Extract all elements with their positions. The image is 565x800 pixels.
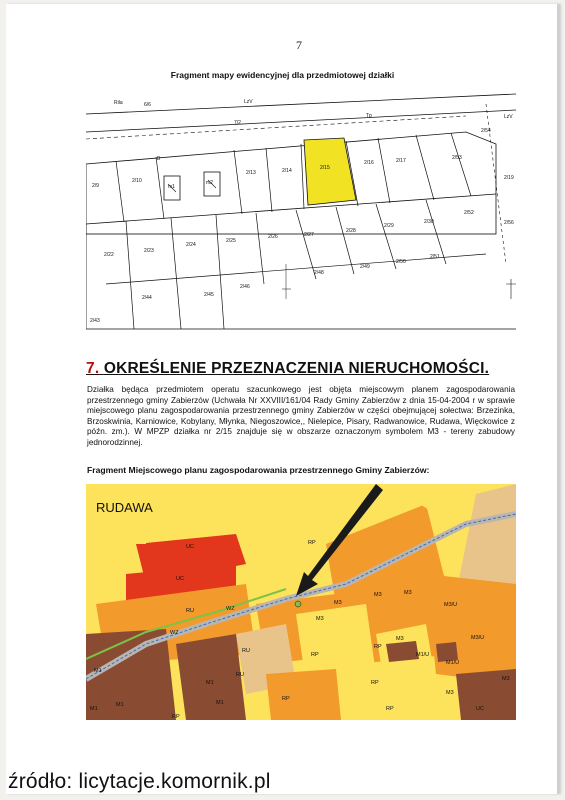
map1-label: 2/43 bbox=[90, 318, 100, 324]
map1-label: 2/51 bbox=[430, 254, 440, 260]
map1-label: 2/28 bbox=[346, 228, 356, 234]
map1-label: 2/25 bbox=[226, 238, 236, 244]
zone-label: M3 bbox=[396, 636, 404, 642]
source-caption: źródło: licytacje.komornik.pl bbox=[8, 770, 271, 793]
map1-label: 2/30 bbox=[424, 219, 434, 225]
zone-label: RP bbox=[371, 680, 379, 686]
zone-label: RP bbox=[386, 706, 394, 712]
section-title: OKREŚLENIE PRZEZNACZENIA NIERUCHOMOŚCI. bbox=[103, 360, 490, 377]
map1-label: 2/17 bbox=[396, 158, 406, 164]
section-heading bbox=[86, 360, 489, 378]
town-label: RUDAWA bbox=[96, 500, 153, 515]
map1-label: 6/6 bbox=[144, 102, 151, 108]
zone-label: RP bbox=[374, 644, 382, 650]
zone-label: M1 bbox=[216, 700, 224, 706]
zone-label: M1 bbox=[116, 702, 124, 708]
zoning-map bbox=[86, 484, 516, 720]
map1-label: 2/23 bbox=[144, 248, 154, 254]
zone-label: UC bbox=[476, 706, 484, 712]
zone-label: M3 bbox=[374, 592, 382, 598]
zone-label: M1 bbox=[206, 680, 214, 686]
map1-label: LzV bbox=[504, 114, 513, 120]
zone-label: M3 bbox=[446, 690, 454, 696]
zone-label: M3/U bbox=[471, 635, 485, 641]
map1-label: LzV bbox=[244, 99, 253, 105]
zone-label: M1/U bbox=[446, 660, 460, 666]
zone-label: RU bbox=[236, 672, 244, 678]
zone-label: UC bbox=[186, 544, 194, 550]
section-number: 7. bbox=[86, 360, 100, 377]
zone-label: M3/U bbox=[444, 602, 458, 608]
map1-label: 2/53 bbox=[452, 155, 462, 161]
zoning-map-caption: Fragment Miejscowego planu zagospodarowania przestrzennego Gminy Zabierzów: bbox=[87, 465, 430, 475]
map1-label: 2/22 bbox=[104, 252, 114, 258]
zone-label: RU bbox=[186, 608, 194, 614]
zone-label: RP bbox=[311, 652, 319, 658]
zone-label: M3 bbox=[316, 616, 324, 622]
section-paragraph: Działka będąca przedmiotem operatu szacunkowego jest objęta miejscowym planem zagospodarowania przestrzennego gminy Zabierzów (Uchwała Nr XXVIII/161/04 Rady Gminy Zabierzów z dnia 15-04-2004 r w sprawie miejscowego planu zagospodarowania przestrzennego gminy Zabierzów w części obejmującej sołectwa: Brzezinka, Brzoskwinia, Karniowice, Kobylany, Młynka, Niegoszowice,, Nielepice, Pisary, Radwanowice, Rudawa, Więckowice z późn. zm.). W MPZP działka nr 2/15 znajduje się w obszarze oznaczonym symbolem M3 - tereny zabudowy jednorodzinnej. bbox=[87, 385, 515, 447]
map1-label: Rila bbox=[114, 100, 123, 106]
map1-label: 2/16 bbox=[364, 160, 374, 166]
map1-label: 2/27 bbox=[304, 232, 314, 238]
cadastral-map-caption: Fragment mapy ewidencyjnej dla przedmiotowej działki bbox=[170, 70, 395, 80]
zone-label: M3 bbox=[334, 600, 342, 606]
map1-label: 2/10 bbox=[132, 178, 142, 184]
zone-label: RP bbox=[308, 540, 316, 546]
map1-label: m2 bbox=[206, 180, 213, 186]
map1-label: 2/15 bbox=[320, 165, 330, 171]
zone-label: M1 bbox=[90, 706, 98, 712]
map1-label: 2/52 bbox=[464, 210, 474, 216]
map1-label: m1 bbox=[168, 184, 175, 190]
map1-label: 2/26 bbox=[268, 234, 278, 240]
map1-label: 2/14 bbox=[282, 168, 292, 174]
zone-label: M3 bbox=[502, 676, 510, 682]
map1-label: Tp bbox=[366, 113, 372, 119]
cadastral-map bbox=[86, 84, 516, 334]
map1-label: 2/54 bbox=[481, 128, 491, 134]
map1-label: 2/50 bbox=[396, 259, 406, 265]
zone-label: M1/U bbox=[416, 652, 430, 658]
map1-label: 2/45 bbox=[204, 292, 214, 298]
map1-label: 2/56 bbox=[504, 220, 514, 226]
map1-label: 2/13 bbox=[246, 170, 256, 176]
zone-label: M3 bbox=[404, 590, 412, 596]
map1-label: 2/46 bbox=[240, 284, 250, 290]
map1-label: 2/48 bbox=[314, 270, 324, 276]
zone-label: M1 bbox=[94, 668, 102, 674]
zone-label: RU bbox=[242, 648, 250, 654]
zone-label: WZ bbox=[170, 630, 179, 636]
page-number: 7 bbox=[296, 38, 302, 52]
map1-label: 2/49 bbox=[360, 264, 370, 270]
map1-label: 2/9 bbox=[92, 183, 99, 189]
zone-label: RP bbox=[172, 714, 180, 720]
map1-label: B bbox=[157, 156, 161, 162]
map1-label: 2/44 bbox=[142, 295, 152, 301]
map1-label: 2/19 bbox=[504, 175, 514, 181]
zone-label: UC bbox=[176, 576, 184, 582]
map1-label: 2/24 bbox=[186, 242, 196, 248]
zone-label: RP bbox=[282, 696, 290, 702]
map1-label: 7/2 bbox=[234, 120, 241, 126]
zone-label: WZ bbox=[226, 606, 235, 612]
map1-label: 2/29 bbox=[384, 223, 394, 229]
